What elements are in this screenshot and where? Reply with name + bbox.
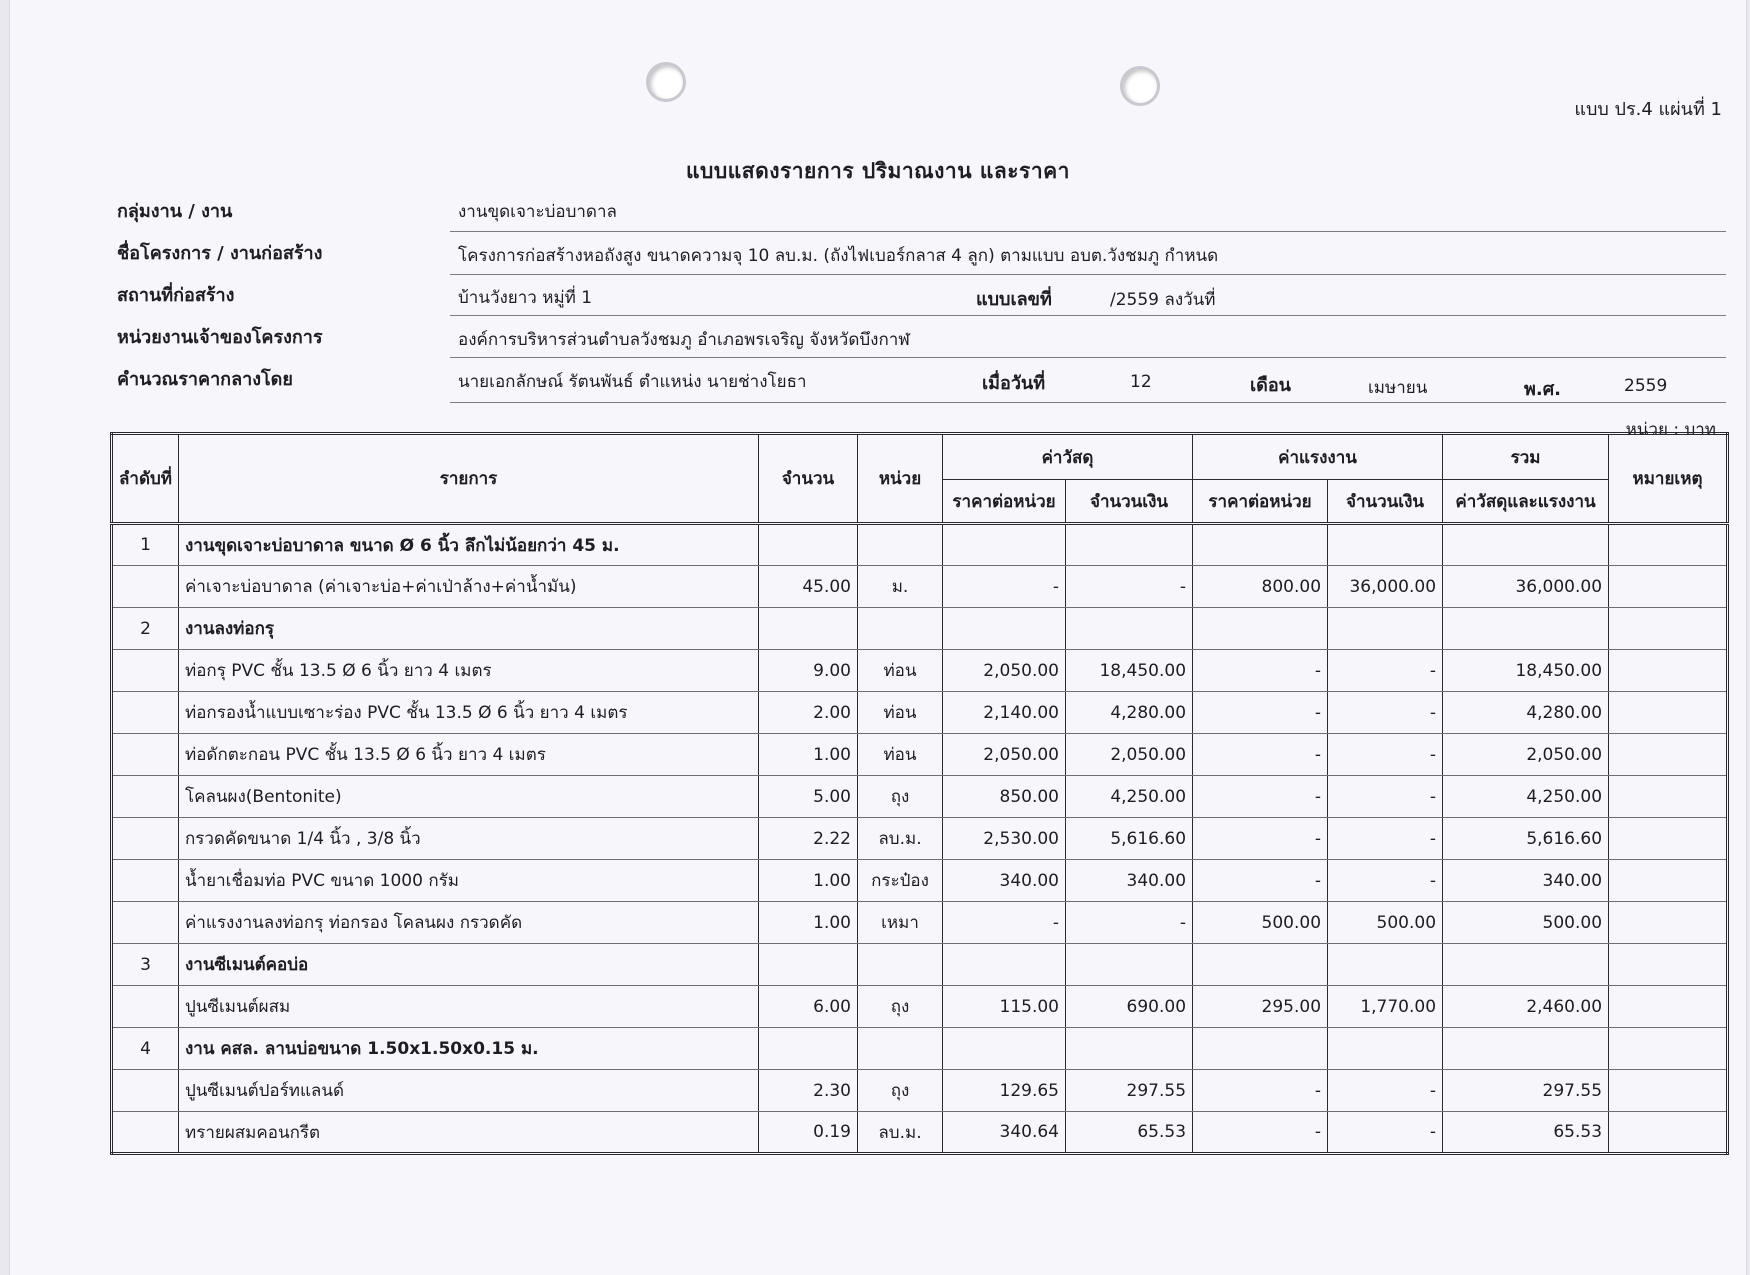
row-item: งาน คสล. ลานบ่อขนาด 1.50x1.50x0.15 ม.	[179, 1028, 759, 1070]
table-row	[112, 734, 1728, 776]
col-total-sub: ค่าวัสดุและแรงงาน	[1443, 480, 1609, 524]
row-qty: 1.00	[759, 860, 858, 902]
estimator-line	[450, 402, 1726, 403]
row-qty: 2.22	[759, 818, 858, 860]
row-mat-unit-price: 115.00	[943, 986, 1066, 1028]
row-total: 297.55	[1443, 1070, 1609, 1112]
row-total: 2,050.00	[1443, 734, 1609, 776]
row-total: 65.53	[1443, 1112, 1609, 1154]
row-remark	[1609, 608, 1728, 650]
row-qty: 0.19	[759, 1112, 858, 1154]
row-lab-amount: -	[1328, 776, 1443, 818]
row-total	[1443, 524, 1609, 566]
row-lab-unit-price: -	[1193, 1112, 1328, 1154]
row-no	[112, 734, 179, 776]
row-no: 4	[112, 1028, 179, 1070]
row-mat-unit-price: 2,050.00	[943, 650, 1066, 692]
work-group-label: กลุ่มงาน / งาน	[117, 201, 233, 222]
row-mat-unit-price	[943, 944, 1066, 986]
row-total	[1443, 944, 1609, 986]
row-lab-unit-price	[1193, 608, 1328, 650]
row-no	[112, 986, 179, 1028]
unit-note: หน่วย : บาท	[1625, 420, 1716, 440]
row-mat-amount: 65.53	[1066, 1112, 1193, 1154]
row-lab-amount: -	[1328, 860, 1443, 902]
col-qty: จำนวน	[759, 434, 858, 524]
row-total: 500.00	[1443, 902, 1609, 944]
plan-no-value: /2559 ลงวันที่	[1110, 290, 1216, 310]
row-remark	[1609, 902, 1728, 944]
row-lab-amount: -	[1328, 734, 1443, 776]
row-no: 3	[112, 944, 179, 986]
project-label: ชื่อโครงการ / งานก่อสร้าง	[117, 243, 323, 264]
row-remark	[1609, 986, 1728, 1028]
row-total: 2,460.00	[1443, 986, 1609, 1028]
col-total: รวม	[1443, 434, 1609, 480]
row-unit: เหมา	[858, 902, 943, 944]
site-line	[450, 315, 1726, 316]
row-remark	[1609, 1112, 1728, 1154]
row-lab-unit-price: 500.00	[1193, 902, 1328, 944]
row-lab-unit-price: -	[1193, 860, 1328, 902]
row-lab-unit-price: -	[1193, 818, 1328, 860]
project-line	[450, 274, 1726, 275]
table-row	[112, 818, 1728, 860]
row-lab-unit-price: -	[1193, 692, 1328, 734]
row-unit: ถุง	[858, 986, 943, 1028]
row-no	[112, 1112, 179, 1154]
row-remark	[1609, 818, 1728, 860]
row-qty: 45.00	[759, 566, 858, 608]
work-group-line	[450, 231, 1726, 232]
table-header	[112, 434, 1728, 524]
row-remark	[1609, 1070, 1728, 1112]
row-mat-amount	[1066, 1028, 1193, 1070]
row-unit: ท่อน	[858, 734, 943, 776]
row-lab-unit-price	[1193, 1028, 1328, 1070]
month-value: เมษายน	[1368, 378, 1428, 398]
table-row	[112, 776, 1728, 818]
row-unit	[858, 524, 943, 566]
row-mat-amount	[1066, 608, 1193, 650]
table-row	[112, 692, 1728, 734]
row-mat-unit-price	[943, 1028, 1066, 1070]
boq-table	[110, 432, 1729, 1155]
row-item: ท่อกรุ PVC ชั้น 13.5 Ø 6 นิ้ว ยาว 4 เมตร	[179, 650, 759, 692]
row-unit: ม.	[858, 566, 943, 608]
owner-label: หน่วยงานเจ้าของโครงการ	[117, 327, 323, 348]
document-title: แบบแสดงรายการ ปริมาณงาน และราคา	[686, 159, 1070, 183]
row-no	[112, 566, 179, 608]
row-lab-amount: 500.00	[1328, 902, 1443, 944]
row-mat-unit-price: 340.00	[943, 860, 1066, 902]
row-remark	[1609, 1028, 1728, 1070]
row-qty: 6.00	[759, 986, 858, 1028]
row-lab-unit-price: 295.00	[1193, 986, 1328, 1028]
row-item: งานลงท่อกรุ	[179, 608, 759, 650]
row-remark	[1609, 692, 1728, 734]
row-total: 340.00	[1443, 860, 1609, 902]
row-total: 4,250.00	[1443, 776, 1609, 818]
row-unit: ท่อน	[858, 650, 943, 692]
row-item: ปูนซีเมนต์ปอร์ทแลนด์	[179, 1070, 759, 1112]
row-unit: ท่อน	[858, 692, 943, 734]
table-row	[112, 566, 1728, 608]
row-qty	[759, 944, 858, 986]
site-value: บ้านวังยาว หมู่ที่ 1	[458, 288, 593, 308]
table-row	[112, 1070, 1728, 1112]
col-labor: ค่าแรงงาน	[1193, 434, 1443, 480]
row-mat-amount: 4,250.00	[1066, 776, 1193, 818]
table-group-row	[112, 944, 1728, 986]
row-unit	[858, 1028, 943, 1070]
row-qty	[759, 1028, 858, 1070]
table-group-row	[112, 1028, 1728, 1070]
row-lab-unit-price: 800.00	[1193, 566, 1328, 608]
row-total: 4,280.00	[1443, 692, 1609, 734]
row-item: กรวดคัดขนาด 1/4 นิ้ว , 3/8 นิ้ว	[179, 818, 759, 860]
row-unit: ลบ.ม.	[858, 818, 943, 860]
row-mat-amount: 297.55	[1066, 1070, 1193, 1112]
row-mat-amount: 5,616.60	[1066, 818, 1193, 860]
row-lab-unit-price	[1193, 524, 1328, 566]
table-row	[112, 860, 1728, 902]
row-lab-amount: 1,770.00	[1328, 986, 1443, 1028]
row-remark	[1609, 860, 1728, 902]
table-body	[112, 524, 1728, 1154]
row-lab-amount: -	[1328, 1070, 1443, 1112]
owner-value: องค์การบริหารส่วนตำบลวังชมภู อำเภอพรเจริญ จังหวัดบึงกาฬ	[458, 330, 910, 350]
row-remark	[1609, 650, 1728, 692]
row-no	[112, 1070, 179, 1112]
punch-hole-left	[646, 62, 686, 102]
date-day: 12	[1130, 372, 1152, 392]
row-lab-amount	[1328, 944, 1443, 986]
row-mat-unit-price	[943, 524, 1066, 566]
col-no: ลำดับที่	[112, 434, 179, 524]
date-label: เมื่อวันที่	[982, 373, 1046, 394]
row-mat-unit-price: 850.00	[943, 776, 1066, 818]
row-total	[1443, 1028, 1609, 1070]
row-mat-unit-price: -	[943, 902, 1066, 944]
row-qty: 1.00	[759, 902, 858, 944]
row-unit	[858, 608, 943, 650]
row-no	[112, 902, 179, 944]
estimator-label: คำนวณราคากลางโดย	[117, 369, 293, 390]
row-item: ทรายผสมคอนกรีต	[179, 1112, 759, 1154]
row-lab-amount	[1328, 608, 1443, 650]
col-mat-amount: จำนวนเงิน	[1066, 480, 1193, 524]
table-row	[112, 1112, 1728, 1154]
row-no	[112, 776, 179, 818]
row-qty: 9.00	[759, 650, 858, 692]
row-mat-amount: 4,280.00	[1066, 692, 1193, 734]
project-value: โครงการก่อสร้างหอถังสูง ขนาดความจุ 10 ลบ.ม. (ถังไฟเบอร์กลาส 4 ลูก) ตามแบบ อบต.วังชมภู กำหนด	[458, 246, 1219, 266]
row-remark	[1609, 734, 1728, 776]
plan-no-label: แบบเลขที่	[976, 289, 1052, 310]
row-mat-unit-price: 2,530.00	[943, 818, 1066, 860]
row-total: 5,616.60	[1443, 818, 1609, 860]
row-qty	[759, 608, 858, 650]
row-lab-amount: -	[1328, 1112, 1443, 1154]
row-total	[1443, 608, 1609, 650]
row-mat-amount: -	[1066, 902, 1193, 944]
row-unit: ลบ.ม.	[858, 1112, 943, 1154]
row-unit: ถุง	[858, 1070, 943, 1112]
row-no	[112, 860, 179, 902]
row-lab-amount: -	[1328, 692, 1443, 734]
row-item: งานขุดเจาะบ่อบาดาล ขนาด Ø 6 นิ้ว ลึกไม่น้อยกว่า 45 ม.	[179, 524, 759, 566]
table-row	[112, 902, 1728, 944]
row-item: ท่อกรองน้ำแบบเซาะร่อง PVC ชั้น 13.5 Ø 6 นิ้ว ยาว 4 เมตร	[179, 692, 759, 734]
col-lab-amount: จำนวนเงิน	[1328, 480, 1443, 524]
row-no	[112, 692, 179, 734]
row-mat-amount: -	[1066, 566, 1193, 608]
row-mat-amount: 690.00	[1066, 986, 1193, 1028]
row-mat-amount: 18,450.00	[1066, 650, 1193, 692]
row-unit	[858, 944, 943, 986]
row-lab-unit-price: -	[1193, 650, 1328, 692]
site-label: สถานที่ก่อสร้าง	[117, 285, 235, 306]
table-group-row	[112, 524, 1728, 566]
row-no: 1	[112, 524, 179, 566]
col-lab-unit-price: ราคาต่อหน่วย	[1193, 480, 1328, 524]
table-group-row	[112, 608, 1728, 650]
row-remark	[1609, 524, 1728, 566]
row-lab-unit-price: -	[1193, 776, 1328, 818]
row-no	[112, 818, 179, 860]
row-mat-amount	[1066, 944, 1193, 986]
row-lab-amount: 36,000.00	[1328, 566, 1443, 608]
row-qty: 2.00	[759, 692, 858, 734]
row-mat-amount: 340.00	[1066, 860, 1193, 902]
row-item: งานซีเมนต์คอบ่อ	[179, 944, 759, 986]
row-item: ค่าแรงงานลงท่อกรุ ท่อกรอง โคลนผง กรวดคัด	[179, 902, 759, 944]
year-label: พ.ศ.	[1524, 379, 1561, 400]
row-lab-amount	[1328, 1028, 1443, 1070]
row-mat-unit-price: 129.65	[943, 1070, 1066, 1112]
punch-hole-right	[1120, 66, 1160, 106]
col-item: รายการ	[179, 434, 759, 524]
month-label: เดือน	[1250, 375, 1291, 396]
row-total: 36,000.00	[1443, 566, 1609, 608]
estimator-value: นายเอกลักษณ์ รัตนพันธ์ ตำแหน่ง นายช่างโยธา	[458, 372, 807, 392]
year-value: 2559	[1624, 376, 1668, 396]
row-lab-amount: -	[1328, 818, 1443, 860]
row-remark	[1609, 944, 1728, 986]
row-unit: ถุง	[858, 776, 943, 818]
row-unit: กระป๋อง	[858, 860, 943, 902]
row-lab-unit-price	[1193, 944, 1328, 986]
col-remark: หมายเหตุ	[1609, 434, 1728, 524]
row-remark	[1609, 566, 1728, 608]
row-mat-unit-price: -	[943, 566, 1066, 608]
row-qty	[759, 524, 858, 566]
row-mat-amount	[1066, 524, 1193, 566]
col-mat-unit-price: ราคาต่อหน่วย	[943, 480, 1066, 524]
document-sheet	[10, 0, 1746, 1275]
col-unit: หน่วย	[858, 434, 943, 524]
row-mat-unit-price	[943, 608, 1066, 650]
row-lab-unit-price: -	[1193, 1070, 1328, 1112]
row-item: ค่าเจาะบ่อบาดาล (ค่าเจาะบ่อ+ค่าเป่าล้าง+ค่าน้ำมัน)	[179, 566, 759, 608]
row-lab-amount	[1328, 524, 1443, 566]
row-item: น้ำยาเชื่อมท่อ PVC ขนาด 1000 กรัม	[179, 860, 759, 902]
row-remark	[1609, 776, 1728, 818]
row-no: 2	[112, 608, 179, 650]
row-qty: 1.00	[759, 734, 858, 776]
work-group-value: งานขุดเจาะบ่อบาดาล	[458, 202, 617, 222]
row-item: ท่อดักตะกอน PVC ชั้น 13.5 Ø 6 นิ้ว ยาว 4 เมตร	[179, 734, 759, 776]
row-item: โคลนผง(Bentonite)	[179, 776, 759, 818]
form-number: แบบ ปร.4 แผ่นที่ 1	[1574, 99, 1722, 120]
row-mat-unit-price: 340.64	[943, 1112, 1066, 1154]
row-item: ปูนซีเมนต์ผสม	[179, 986, 759, 1028]
row-no	[112, 650, 179, 692]
row-qty: 5.00	[759, 776, 858, 818]
table-row	[112, 986, 1728, 1028]
owner-line	[450, 357, 1726, 358]
row-mat-amount: 2,050.00	[1066, 734, 1193, 776]
table-row	[112, 650, 1728, 692]
row-mat-unit-price: 2,140.00	[943, 692, 1066, 734]
row-lab-unit-price: -	[1193, 734, 1328, 776]
row-mat-unit-price: 2,050.00	[943, 734, 1066, 776]
row-lab-amount: -	[1328, 650, 1443, 692]
row-qty: 2.30	[759, 1070, 858, 1112]
row-total: 18,450.00	[1443, 650, 1609, 692]
col-material: ค่าวัสดุ	[943, 434, 1193, 480]
